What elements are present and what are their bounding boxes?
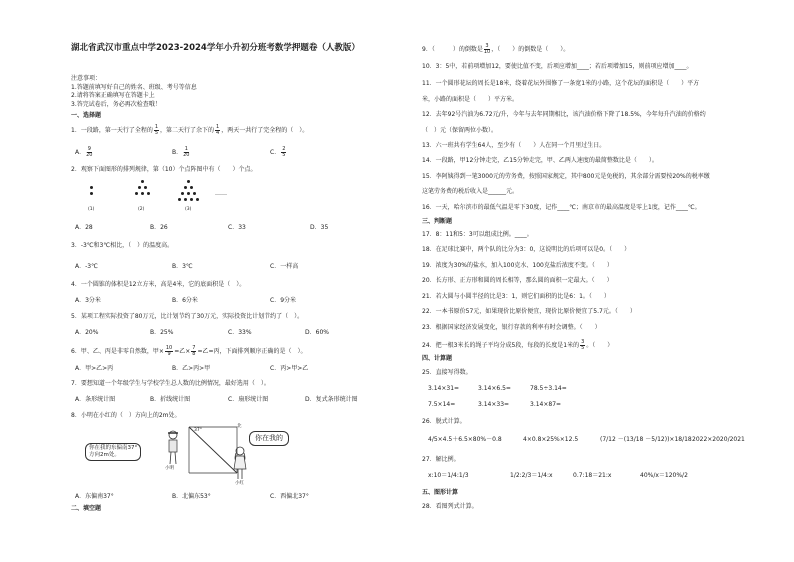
question-20: 20．长方形、正方形和圆的周长相等，那么圆的面积一定最大。（ ） [422, 277, 613, 284]
pattern-ellipsis: …… [215, 190, 227, 197]
q8-figure [85, 423, 295, 485]
speech-bubble-right: 你在我的 [249, 431, 289, 446]
q7-option-b: B．折线统计图 [150, 396, 191, 403]
q3-option-c: C．一样高 [270, 263, 299, 270]
q3-option-b: B．3℃ [172, 263, 193, 270]
q7-option-c: C．扇形统计图 [228, 396, 269, 403]
q26-item-3: (7/12 －(13/18 －5/12))×18/18 [600, 436, 692, 443]
question-27: 27．解比例。 [422, 456, 460, 463]
question-15-cont: 这笔劳务费的税后收入是______元。 [422, 188, 519, 195]
notes-heading: 注意事项： [71, 75, 102, 82]
person-xiaohong: 小红 [235, 481, 244, 486]
q5-option-c: C．33% [228, 329, 252, 336]
north-label: 北 [237, 424, 242, 429]
question-21: 21．若大圆与小圆半径的比是3：1，则它们面积的比是6：1。（ ） [422, 293, 610, 300]
fraction: $\frac{1}{5}$ [154, 124, 159, 136]
question-14: 14．一段路，甲12分钟走完，乙15分钟走完，甲、乙两人速度的最简整数比是（ ）。 [422, 157, 658, 164]
q2-option-b: B．26 [150, 224, 168, 231]
q8-girl-figure [232, 445, 248, 483]
q5-option-a: A．20% [75, 329, 99, 336]
question-2: 2．观察下面图形的排列规律，第（10）个点阵图中有（ ）个点。 [71, 166, 257, 173]
q7-option-a: A．条形统计图 [75, 396, 116, 403]
q27-item-4: 40%/x＝120%/2 [640, 472, 688, 479]
question-25: 25．直接写得数。 [422, 369, 472, 376]
q4-option-a: A．3分米 [75, 297, 101, 304]
q27-item-3: 0.7:18＝21:x [573, 472, 612, 479]
pattern-label-3: (3) [185, 207, 192, 212]
q4-option-c: C．9分米 [270, 297, 297, 304]
speech-bubble-left: 你在我的东偏南37° 方向2m处。 [85, 443, 141, 461]
question-23: 23．根据国家经济发展变化，银行存款的利率有时会调整。（ ） [422, 324, 601, 331]
q6-option-b: B．乙>丙>甲 [172, 365, 211, 372]
q27-item-2: 1/2:2/3＝1/4:x [510, 472, 553, 479]
note-line-2: 2.请将答案正确填写在答题卡上 [71, 92, 155, 99]
q25-item-1: 3.14×31= [428, 385, 460, 392]
question-10: 10．3：5中，若前项增加12，要使比值不变，后项应增加____；若后项增加15，则前项应增加____。 [422, 63, 693, 70]
q2-option-d: D．35 [310, 224, 329, 231]
question-12-cont: （ ）元（保留两位小数）。 [422, 127, 498, 134]
angle-label: 37° [194, 428, 202, 433]
q5-option-b: B．25% [150, 329, 174, 336]
question-24: 24．把一根3米长的绳子平均分成5段，每段的长度是1米的 $\frac{3}{5}$ 。（ ） [422, 339, 614, 351]
q5-option-d: D．60% [305, 329, 329, 336]
q8-option-b: B．北偏东53° [172, 493, 211, 500]
q25-item-2: 3.14×6.5= [478, 385, 511, 392]
q25-item-3: 78.5÷3.14= [530, 385, 567, 392]
q25-item-5: 3.14×33= [478, 401, 510, 408]
question-5: 5．某项工程实际投资了80万元，比计划节约了30万元，实际投资比计划节约了（ ）。 [71, 313, 304, 320]
q27-item-1: x:10＝1/4:1/3 [428, 472, 469, 479]
question-11-cont: 米，小路的面积是（ ）平方米。 [422, 96, 519, 103]
question-28: 28．看图列式计算。 [422, 503, 478, 510]
question-13: 13．六一班共有学生64人，至少有（ ）人在同一个月里过生日。 [422, 142, 606, 149]
question-17: 17．8：11和5：3可以组成比例。____。 [422, 231, 533, 238]
question-15: 15．李阿姨得到一笔3000元的劳务费，按照国家规定，其中800元是免税的，其余部分需要按20%的税率缴 [422, 173, 710, 180]
note-line-3: 3.答完试卷后，务必再次检查哦！ [71, 101, 161, 108]
q8-option-a: A．东偏南37° [75, 493, 114, 500]
pattern-label-2: (2) [138, 207, 145, 212]
question-8: 8．小明在小红的（ ）方向上的2m处。 [71, 412, 181, 419]
section-choice: 一、选择题 [71, 112, 102, 119]
question-3: 3．-3℃和3℃相比，（ ）的温度高。 [71, 242, 174, 249]
q6-option-c: C．丙>甲>乙 [270, 365, 309, 372]
q25-item-4: 7.5×14= [428, 401, 456, 408]
q8-boy-figure [165, 429, 181, 469]
question-12: 12．去年92号汽油为6.72元/升，今年与去年同期相比，该汽油价格下降了18.5%，今年每升汽油的价格约 [422, 111, 706, 118]
question-19: 19．浓度为30%的盐水，加入100克水、100克盐后浓度不变。（ ） [422, 262, 613, 269]
q6-option-a: A．甲>乙>丙 [75, 365, 114, 372]
q1-option-b: B． $\frac{1}{20}$ [172, 146, 190, 158]
question-26: 26．脱式计算。 [422, 418, 466, 425]
section-fill-in: 二、填空题 [71, 505, 102, 512]
person-xiaoming: 小明 [165, 466, 174, 471]
question-11: 11．一个圆形花坛的周长是18米，绕着花坛外围修了一条宽1米的小路，这个花坛的面积是（ ）平方 [422, 80, 700, 87]
section-geometry: 五、图形计算 [422, 489, 459, 496]
question-18: 18．在足球比赛中，两个队的比分为3：0，这说明比的后项可以是0。（ ） [422, 246, 631, 253]
question-7: 7．要想知道一个年级学生与学校学生总人数的比例情况，最好选用（ ）。 [71, 380, 270, 387]
question-4: 4．一个圆锥的体积是12立方米，高是4米，它的底面积是（ ）。 [71, 281, 246, 288]
section-calc: 四、计算题 [422, 355, 453, 362]
page-title: 湖北省武汉市重点中学2023-2024学年小升初分班考数学押题卷（人教版） [71, 43, 360, 53]
q7-option-d: D．复式条形统计图 [305, 396, 358, 403]
q2-option-c: C．33 [228, 224, 246, 231]
q26-item-1: 4/5×4.5＋6.5×80%－0.8 [428, 436, 502, 443]
question-1: 1．一段路，第一天行了全程的 $\frac{1}{5}$ ，第二天行了余下的 $\frac{1}{4}$ ，两天一共行了完全程的（ ）。 [71, 124, 309, 136]
q25-item-6: 3.14×87= [530, 401, 562, 408]
question-16: 16．一天，哈尔滨市的最低气温是零下30度，记作____℃；南京市的最高温度是零上1度，记作____℃。 [422, 204, 701, 211]
question-22: 22．一本书原价57元，如果现价比原价便宜，现价比原价便宜了5.7元。（ ） [422, 308, 636, 315]
q8-option-c: C．西偏北37° [270, 493, 309, 500]
question-9: 9．（ ）的倒数是 $\frac{3}{10}$ ，（ ）的倒数是（ ）。 [422, 43, 570, 55]
section-judge: 三、判断题 [422, 218, 453, 225]
q26-item-2: 4×0.8×25%×12.5 [523, 436, 579, 443]
question-6: 6．甲、乙、丙是非零自然数，甲× $\frac{10}{9}$ =乙× $\frac{7}{8}$ =乙=丙，下面排列顺序正确的是（ ）。 [71, 345, 307, 357]
q2-option-a: A．28 [75, 224, 93, 231]
q1-option-a: A． $\frac{9}{20}$ [75, 146, 93, 158]
fraction: $\frac{1}{4}$ [216, 124, 220, 136]
q3-option-a: A．-3℃ [75, 263, 98, 270]
q26-item-4: 2022×2020/2021 [692, 436, 745, 443]
note-line-1: 1.答题前填写好自己的姓名、班级、考号等信息 [71, 84, 197, 91]
q1-option-c: C． $\frac{2}{5}$ [270, 146, 286, 158]
pattern-label-1: (1) [88, 207, 95, 212]
q4-option-b: B．6分米 [172, 297, 198, 304]
